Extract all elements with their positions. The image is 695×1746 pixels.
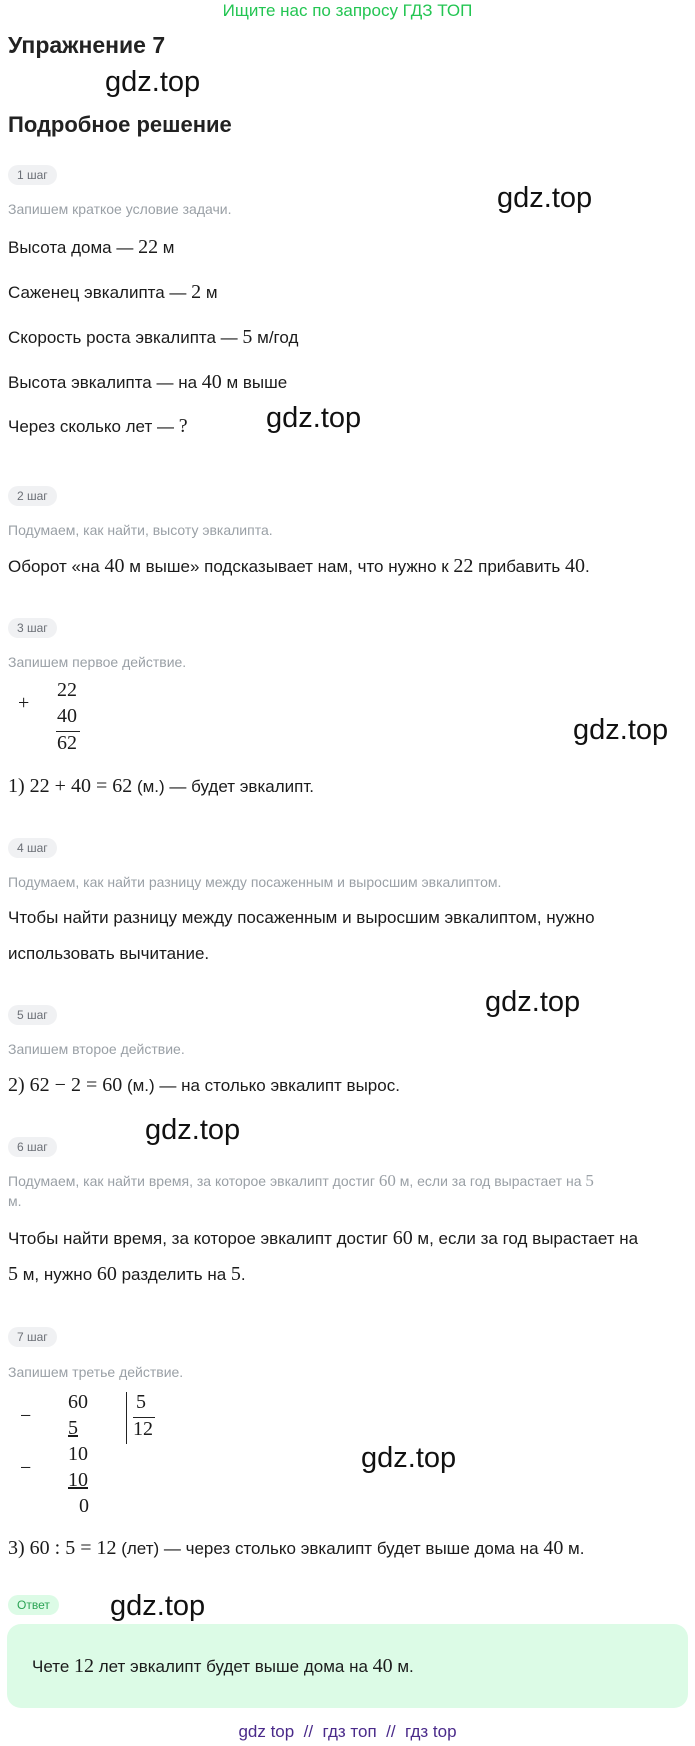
text: Скорость роста эвкалипта — bbox=[8, 328, 243, 347]
step-1-badge bbox=[8, 165, 57, 185]
math: 5 bbox=[585, 1171, 594, 1190]
condition-line bbox=[8, 229, 175, 266]
step-3-badge bbox=[8, 618, 57, 638]
math: ? bbox=[178, 415, 188, 437]
addend-2: 40 bbox=[57, 705, 77, 727]
step-label: 5 шаг bbox=[8, 1005, 57, 1025]
answer-badge bbox=[8, 1595, 59, 1615]
step-label: 3 шаг bbox=[8, 618, 57, 638]
sum: 62 bbox=[57, 732, 77, 754]
step-label: 4 шаг bbox=[8, 838, 57, 858]
step-4-badge bbox=[8, 838, 57, 858]
condition-line bbox=[8, 408, 188, 445]
text: Высота дома — bbox=[8, 238, 139, 257]
math: 2) 62 − 2 = 60 bbox=[8, 1074, 123, 1096]
step-label: 2 шаг bbox=[8, 486, 57, 506]
text: Через сколько лет — bbox=[8, 417, 179, 436]
plus-sign: + bbox=[18, 692, 30, 714]
step-6-badge bbox=[8, 1137, 57, 1157]
answer-text bbox=[32, 1648, 414, 1685]
minus-sign: − bbox=[20, 1457, 32, 1479]
step-5-result bbox=[8, 1067, 400, 1104]
math: 5 bbox=[8, 1263, 18, 1285]
math: 22 bbox=[138, 236, 159, 258]
watermark: gdz.top bbox=[361, 1442, 457, 1474]
step-7-result bbox=[8, 1530, 584, 1567]
math: 5 bbox=[242, 326, 253, 348]
math: 40 bbox=[104, 555, 125, 577]
condition-line bbox=[8, 274, 218, 311]
text: м. bbox=[392, 1657, 414, 1676]
condition-line bbox=[8, 364, 287, 401]
math: 22 bbox=[453, 555, 474, 577]
step-4-line: Чтобы найти разницу между посаженным и выросшим эвкалиптом, нужно bbox=[8, 908, 595, 927]
step-6-hint bbox=[8, 1171, 688, 1211]
text: лет эвкалипт будет выше дома на bbox=[94, 1657, 373, 1676]
text: м выше bbox=[221, 373, 288, 392]
footer-links[interactable]: gdz top // гдз топ // гдз top bbox=[238, 1722, 457, 1741]
watermark: gdz.top bbox=[573, 714, 669, 746]
watermark: gdz.top bbox=[105, 66, 201, 98]
text: м. bbox=[563, 1539, 585, 1558]
division-bar bbox=[126, 1392, 127, 1444]
step-label: 1 шаг bbox=[8, 165, 57, 185]
text: м bbox=[158, 238, 175, 257]
step-5-hint: Запишем второе действие. bbox=[8, 1041, 185, 1057]
minus-sign: − bbox=[20, 1405, 32, 1427]
watermark: gdz.top bbox=[110, 1590, 206, 1622]
step-2-text bbox=[8, 548, 590, 585]
text: (м.) — будет эвкалипт. bbox=[132, 777, 314, 796]
text: м/год bbox=[252, 328, 299, 347]
step-label: 7 шаг bbox=[8, 1327, 57, 1347]
text: Чете bbox=[32, 1657, 74, 1676]
text: Высота эвкалипта — на bbox=[8, 373, 202, 392]
math: 2 bbox=[191, 281, 202, 303]
text: м выше» подсказывает нам, что нужно к bbox=[124, 557, 454, 576]
step-3-hint: Запишем первое действие. bbox=[8, 654, 187, 670]
math: 5 bbox=[230, 1263, 241, 1285]
math: 60 bbox=[392, 1227, 413, 1249]
text: . bbox=[585, 557, 590, 576]
text: м bbox=[201, 283, 218, 302]
text: разделить на bbox=[116, 1265, 231, 1284]
watermark: gdz.top bbox=[497, 182, 593, 214]
quotient: 12 bbox=[133, 1418, 153, 1440]
math: 3) 60 : 5 = 12 bbox=[8, 1537, 117, 1559]
text: Саженец эвкалипта — bbox=[8, 283, 192, 302]
text: м. bbox=[8, 1193, 22, 1209]
step-5-badge bbox=[8, 1005, 57, 1025]
remainder-1: 10 bbox=[68, 1443, 88, 1465]
watermark: gdz.top bbox=[145, 1114, 241, 1146]
text: . bbox=[240, 1265, 246, 1284]
watermark: gdz.top bbox=[485, 986, 581, 1018]
text: Чтобы найти время, за которое эвкалипт достиг bbox=[8, 1229, 393, 1248]
step-6-line bbox=[8, 1256, 246, 1293]
dividend: 60 bbox=[68, 1391, 88, 1413]
step-7-badge bbox=[8, 1327, 57, 1347]
search-banner: Ищите нас по запросу ГДЗ ТОП bbox=[222, 1, 473, 20]
text: Оборот «на bbox=[8, 557, 105, 576]
math: 12 bbox=[74, 1655, 94, 1677]
text: м, нужно bbox=[18, 1265, 97, 1284]
math: 40 bbox=[372, 1655, 393, 1677]
text: м, если за год вырастает на bbox=[395, 1173, 586, 1189]
watermark: gdz.top bbox=[266, 402, 362, 434]
step-4-hint: Подумаем, как найти разницу между посаженным и выросшим эвкалиптом. bbox=[8, 874, 502, 890]
remainder-2: 0 bbox=[79, 1495, 89, 1517]
addend-1: 22 bbox=[57, 679, 77, 701]
text: (лет) — через столько эвкалипт будет выше дома на bbox=[116, 1539, 544, 1558]
text: м, если за год вырастает на bbox=[412, 1229, 639, 1248]
divisor: 5 bbox=[136, 1391, 146, 1413]
step-7-hint: Запишем третье действие. bbox=[8, 1364, 184, 1380]
math: 40 bbox=[201, 371, 222, 393]
exercise-title: Упражнение 7 bbox=[8, 32, 166, 58]
subtrahend-2: 10 bbox=[68, 1469, 88, 1491]
text: прибавить bbox=[473, 557, 565, 576]
step-2-hint: Подумаем, как найти, высоту эвкалипта. bbox=[8, 522, 273, 538]
step-label: 6 шаг bbox=[8, 1137, 57, 1157]
condition-line bbox=[8, 319, 298, 356]
math: 60 bbox=[96, 1263, 117, 1285]
step-2-badge bbox=[8, 486, 57, 506]
step-4-line: использовать вычитание. bbox=[8, 944, 210, 963]
step-6-line bbox=[8, 1220, 638, 1257]
math: 60 bbox=[378, 1171, 396, 1190]
text: Подумаем, как найти время, за которое эвкалипт достиг bbox=[8, 1173, 379, 1189]
step-1-hint: Запишем краткое условие задачи. bbox=[8, 201, 232, 217]
solution-title: Подробное решение bbox=[8, 112, 232, 137]
answer-label: Ответ bbox=[8, 1595, 59, 1615]
math: 1) 22 + 40 = 62 bbox=[8, 775, 133, 797]
subtrahend-1: 5 bbox=[68, 1417, 78, 1439]
math: 40 bbox=[565, 555, 585, 577]
text: (м.) — на столько эвкалипт вырос. bbox=[122, 1076, 400, 1095]
math: 40 bbox=[543, 1537, 564, 1559]
step-3-result bbox=[8, 768, 314, 805]
